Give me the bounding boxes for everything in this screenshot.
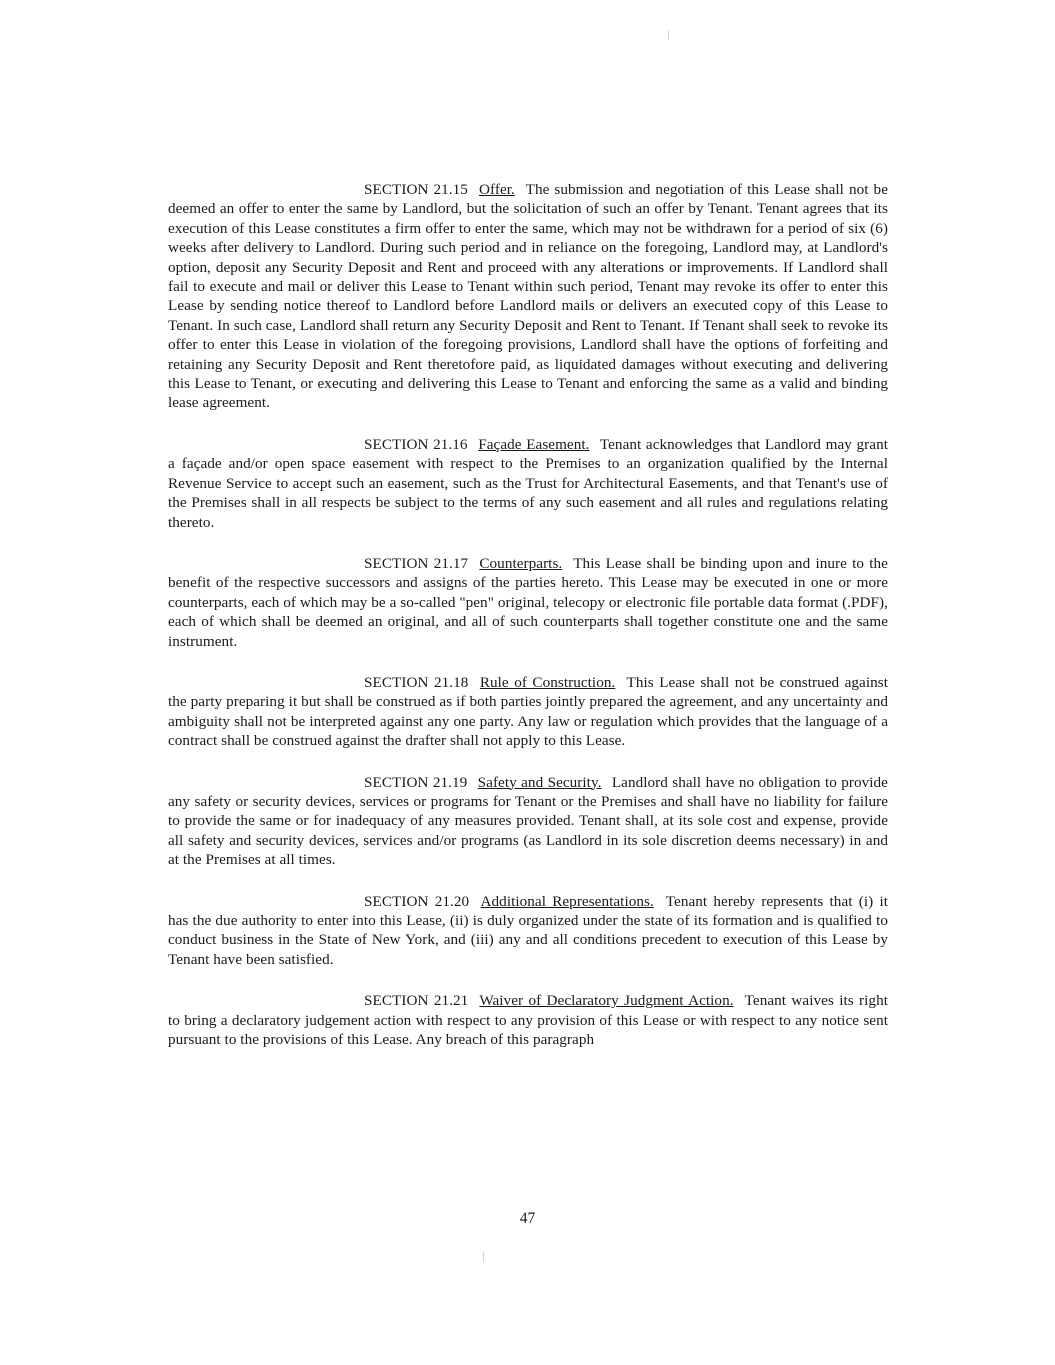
section-body: Tenant hereby represents that (i) it has the due authority to enter into this Lease, (ii) is duly organized under the state of its formation and is qualified to conduct business in the State of New York, and (iii) any and all conditions precedent to execution of this Lease by Tenant have been satisfied. bbox=[168, 892, 888, 968]
section-body: Tenant acknowledges that Landlord may grant a façade and/or open space easement with respect to the Premises to an organization qualified by the Internal Revenue Service to accept such an easement, such as the Trust for Architectural Easements, and that Tenant's use of the Premises shall in all respects be subject to the terms of any such easement and all rules and regulations relating thereto. bbox=[168, 435, 888, 531]
section-title: Safety and Security. bbox=[477, 773, 602, 791]
scan-mark-top bbox=[668, 30, 669, 40]
section-title: Offer. bbox=[478, 181, 515, 198]
section-body: The submission and negotiation of this Lease shall not be deemed an offer to enter the same by Landlord, but the solicitation of such an offer by Tenant. Tenant agrees that its execution of this Lease constitutes a firm offer to enter the same, which may not be withdrawn for a period of six (6) weeks after delivery to Landlord. During such period and in reliance on the foregoing, Landlord may, at Landlord's option, deposit any Security Deposit and Rent and proceed with any alterations or improvements. If Landlord shall fail to execute and mail or deliver this Lease to Tenant within such period, Tenant may revoke its offer to enter this Lease by sending notice thereof to Landlord before Landlord mails or delivers an executed copy of this Lease to Tenant. In such case, Landlord shall return any Security Deposit and Rent to Tenant. If Tenant shall seek to revoke its offer to enter this Lease in violation of the foregoing provisions, Landlord shall have the options of forfeiting and retaining any Security Deposit and Rent theretofore paid, as liquidated damages without executing and delivering this Lease to Tenant, or executing and delivering this Lease to Tenant and enforcing the same as a valid and binding lease agreement. bbox=[168, 181, 888, 412]
section-body: Tenant waives its right to bring a declaratory judgement action with respect to any provision of this Lease or with respect to any notice sent pursuant to the provisions of this Lease. Any breach of this paragraph bbox=[168, 992, 888, 1049]
section-21-19 bbox=[168, 773, 888, 870]
section-body: This Lease shall not be construed against the party preparing it but shall be construed as if both parties jointly prepared the agreement, and any uncertainty and ambiguity shall not be interpreted against any one party. Any law or regulation which provides that the language of a contract shall be construed against the drafter shall not apply to this Lease. bbox=[168, 673, 888, 750]
section-21-15 bbox=[168, 180, 888, 413]
section-body: Landlord shall have no obligation to provide any safety or security devices, services or programs for Tenant or the Premises and shall have no liability for failure to provide the same or for inadequacy of any measures provided. Tenant shall, at its sole cost and expense, provide all safety and security devices, services and/or programs (as Landlord in its sole discretion deems necessary) in and at the Premises at all times. bbox=[168, 773, 888, 869]
page-number: 47 bbox=[519, 1210, 536, 1227]
section-number: SECTION 21.20 bbox=[364, 892, 470, 910]
section-title: Counterparts. bbox=[479, 554, 563, 572]
section-title: Façade Easement. bbox=[478, 435, 590, 453]
scan-mark-bottom bbox=[483, 1252, 484, 1262]
section-body: This Lease shall be binding upon and inure to the benefit of the respective successors and assigns of the parties hereto. This Lease may be executed in one or more counterparts, each of which may be a so-called "pen" original, telecopy or electronic file portable data format (.PDF), each of which shall be deemed an original, and all of such counterparts shall together constitute one and the same instrument. bbox=[168, 554, 888, 650]
section-21-16 bbox=[168, 435, 888, 532]
document-page bbox=[168, 180, 888, 1071]
section-21-20 bbox=[168, 892, 888, 970]
section-21-21 bbox=[168, 991, 888, 1049]
section-number: SECTION 21.17 bbox=[364, 554, 469, 572]
section-21-18 bbox=[168, 673, 888, 751]
section-title: Rule of Construction. bbox=[479, 673, 616, 691]
section-21-17 bbox=[168, 554, 888, 651]
section-number: SECTION 21.16 bbox=[364, 435, 468, 453]
section-number: SECTION 21.15 bbox=[364, 181, 468, 198]
section-title: Waiver of Declaratory Judgment Action. bbox=[479, 992, 734, 1010]
section-number: SECTION 21.19 bbox=[364, 773, 468, 791]
section-number: SECTION 21.18 bbox=[364, 673, 469, 691]
section-title: Additional Representations. bbox=[480, 892, 654, 910]
section-number: SECTION 21.21 bbox=[364, 992, 469, 1010]
